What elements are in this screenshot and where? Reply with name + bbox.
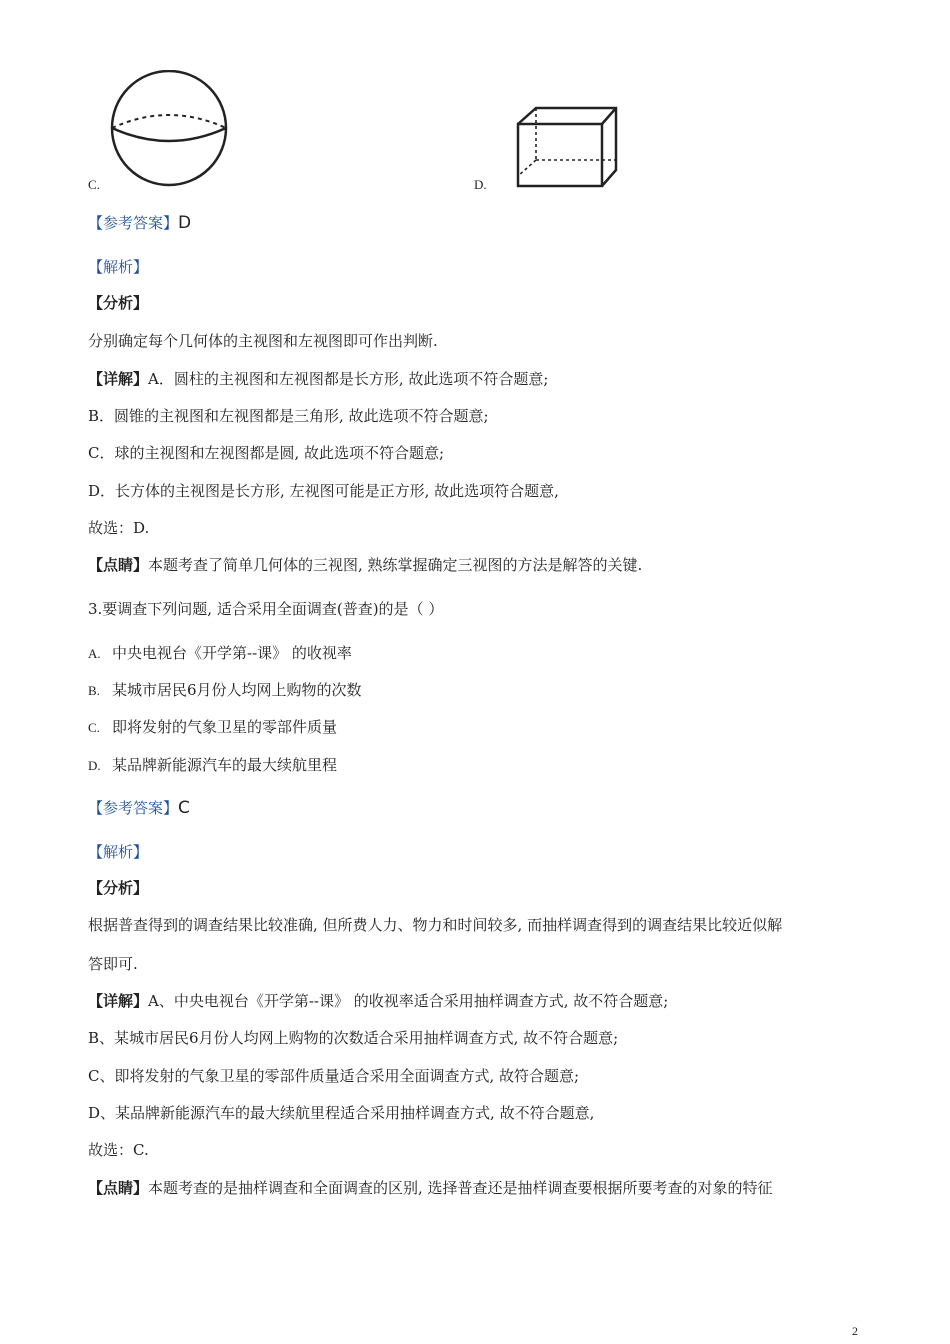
q3-detail-tag: 【详解】 [88,992,149,1010]
q2-comment-text: 本题考查了简单几何体的三视图, 熟练掌握确定三视图的方法是解答的关键. [148,556,643,574]
q3-comment-tag: 【点睛】 [88,1179,149,1197]
q3-answer-line [88,798,190,818]
q3-analysis-tag: 【解析】 [88,843,149,861]
q2-detail-tag: 【详解】 [88,370,149,388]
q3-fenxi-line2: 答即可. [88,955,138,973]
q3-option-letter: B. [88,683,100,698]
q3-detail-a-text: A、中央电视台《开学第--课》 的收视率适合采用抽样调查方式, 故不符合题意; [148,992,669,1010]
q3-fenxi-line1: 根据普查得到的调查结果比较准确, 但所费人力、物力和时间较多, 而抽样调查得到的调查结果比较近似解 [88,916,783,934]
q3-option-letter: A. [88,646,101,661]
q3-detail-b: B、某城市居民6月份人均网上购物的次数适合采用抽样调查方式, 故不符合题意; [88,1029,619,1047]
q3-fenxi-tag: 【分析】 [88,879,149,897]
q2-fenxi-tag: 【分析】 [88,294,149,312]
q3-question: 3.要调查下列问题, 适合采用全面调查(普查)的是（ ） [88,600,444,618]
q3-option-text: 即将发射的气象卫星的零部件质量 [112,718,338,736]
q2-detail-d: D．长方体的主视图是长方形, 左视图可能是正方形, 故此选项符合题意, [88,482,559,500]
q2-choose: 故选：D. [88,519,150,537]
q3-comment [88,1178,773,1198]
q3-option-b [88,680,362,701]
q3-detail-d: D、某品牌新能源汽车的最大续航里程适合采用抽样调查方式, 故不符合题意, [88,1104,595,1122]
page-number: 2 [852,1324,858,1338]
q2-comment [88,555,642,575]
q3-option-letter: D. [88,758,101,773]
q3-detail-c: C、即将发射的气象卫星的零部件质量适合采用全面调查方式, 故符合题意; [88,1067,580,1085]
q3-option-a [88,643,352,664]
q2-detail-a-text: A．圆柱的主视图和左视图都是长方形, 故此选项不符合题意; [148,370,549,388]
figure-c-label: C. [88,177,100,192]
q3-answer: C [178,798,190,818]
q3-option-text: 某城市居民6月份人均网上购物的次数 [112,681,362,699]
q2-answer-line [88,213,191,233]
figure-d-label: D. [474,177,487,192]
q3-detail-a [88,991,668,1011]
q3-option-text: 某品牌新能源汽车的最大续航里程 [112,756,338,774]
q2-answer-tag: 【参考答案】 [88,214,179,232]
q3-option-c [88,717,337,738]
q3-option-d [88,755,337,776]
q2-answer: D [178,213,192,233]
q2-detail-b: B．圆锥的主视图和左视图都是三角形, 故此选项不符合题意; [88,407,489,425]
sphere-figure [108,70,232,190]
q2-detail-a [88,369,548,389]
q3-answer-tag: 【参考答案】 [88,799,179,817]
q3-option-text: 中央电视台《开学第--课》 的收视率 [112,644,352,662]
cuboid-figure [512,100,622,192]
q3-comment-text: 本题考查的是抽样调查和全面调查的区别, 选择普查还是抽样调查要根据所要考查的对象的特征 [148,1179,773,1197]
q2-fenxi-text: 分别确定每个几何体的主视图和左视图即可作出判断. [88,332,438,350]
q2-analysis-tag: 【解析】 [88,258,149,276]
q3-option-letter: C. [88,720,100,735]
q2-detail-c: C．球的主视图和左视图都是圆, 故此选项不符合题意; [88,444,445,462]
q2-comment-tag: 【点睛】 [88,556,149,574]
q3-choose: 故选：C. [88,1141,149,1159]
